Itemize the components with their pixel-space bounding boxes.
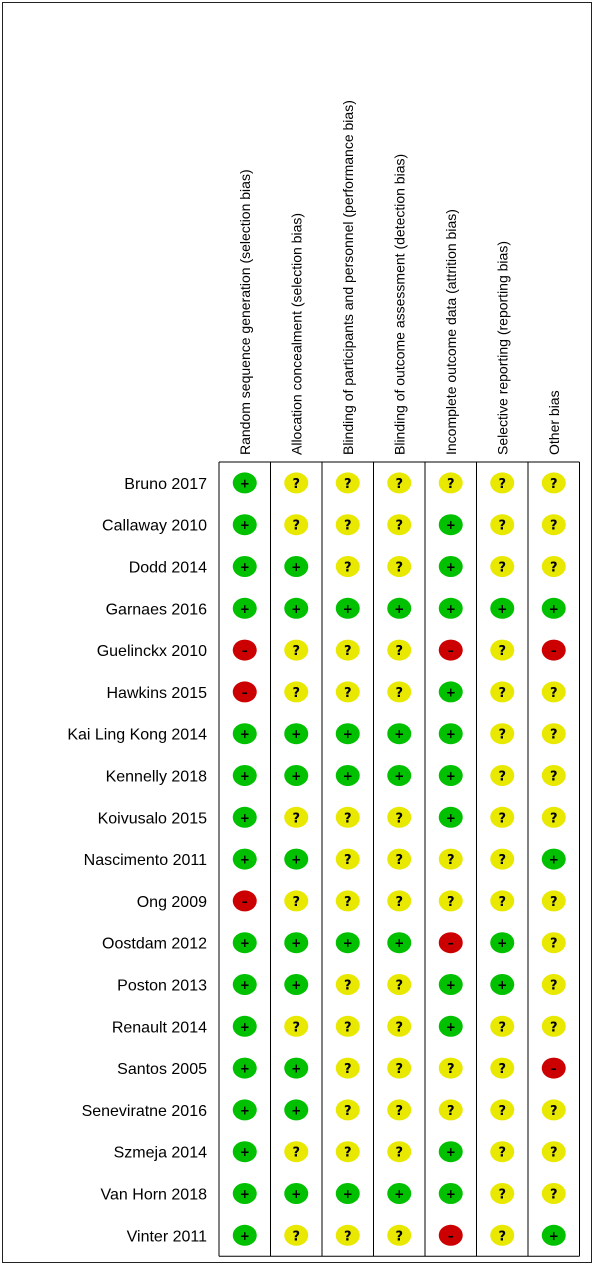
unclear-risk-mark <box>387 1016 411 1037</box>
unclear-risk-mark <box>284 890 308 911</box>
judgement-symbol: ? <box>395 1145 404 1161</box>
low-risk-mark <box>387 1183 411 1204</box>
judgement-symbol: ? <box>343 1062 352 1078</box>
unclear-risk-mark <box>542 1141 566 1162</box>
low-risk-mark <box>233 1141 257 1162</box>
low-risk-mark <box>336 765 360 786</box>
unclear-risk-mark <box>490 1099 514 1120</box>
unclear-risk-mark <box>284 640 308 661</box>
low-risk-mark <box>387 932 411 953</box>
judgement-symbol: – <box>550 643 557 658</box>
high-risk-mark <box>439 932 463 953</box>
high-risk-mark <box>439 640 463 661</box>
judgement-symbol: + <box>239 1019 250 1034</box>
judgement-symbol: + <box>291 936 302 951</box>
judgement-symbol: ? <box>498 1103 507 1119</box>
judgement-symbol: + <box>239 601 250 616</box>
low-risk-mark <box>439 1141 463 1162</box>
judgement-symbol: ? <box>549 518 558 534</box>
judgement-symbol: + <box>239 769 250 783</box>
judgement-symbol: + <box>291 1061 302 1076</box>
low-risk-mark <box>284 598 308 619</box>
unclear-risk-mark <box>490 1183 514 1204</box>
judgement-symbol: – <box>447 643 454 658</box>
judgement-symbol: + <box>291 727 302 742</box>
study-label: Santos 2005 <box>117 1061 207 1079</box>
figure-frame <box>2 2 592 1263</box>
unclear-risk-mark <box>336 974 360 995</box>
unclear-risk-mark <box>336 640 360 661</box>
judgement-symbol: ? <box>395 476 404 492</box>
judgement-symbol: + <box>394 936 405 951</box>
judgement-symbol: + <box>291 1103 302 1118</box>
unclear-risk-mark <box>284 1141 308 1162</box>
judgement-symbol: ? <box>292 1229 301 1245</box>
judgement-symbol: + <box>497 601 508 616</box>
low-risk-mark <box>439 974 463 995</box>
judgement-symbol: ? <box>498 1020 507 1036</box>
study-label: Renault 2014 <box>111 1019 207 1037</box>
low-risk-mark <box>439 556 463 577</box>
judgement-symbol: + <box>239 1187 250 1201</box>
study-label: Vinter 2011 <box>126 1228 207 1246</box>
high-risk-mark <box>233 681 257 702</box>
unclear-risk-mark <box>490 640 514 661</box>
unclear-risk-mark <box>336 1225 360 1246</box>
judgement-symbol: ? <box>498 518 507 534</box>
unclear-risk-mark <box>336 807 360 828</box>
low-risk-mark <box>233 1225 257 1246</box>
low-risk-mark <box>233 514 257 535</box>
unclear-risk-mark <box>490 681 514 702</box>
low-risk-mark <box>233 807 257 828</box>
unclear-risk-mark <box>439 1099 463 1120</box>
judgement-symbol: + <box>291 560 302 574</box>
low-risk-mark <box>233 472 257 493</box>
judgement-symbol: ? <box>549 685 558 701</box>
study-label: Poston 2013 <box>117 977 207 995</box>
unclear-risk-mark <box>542 932 566 953</box>
low-risk-mark <box>490 974 514 995</box>
unclear-risk-mark <box>542 890 566 911</box>
judgement-symbol: ? <box>549 727 558 743</box>
judgement-symbol: ? <box>395 1103 404 1119</box>
judgement-symbol: + <box>291 601 302 616</box>
column-header: Incomplete outcome data (attrition bias) <box>442 209 459 455</box>
judgement-symbol: ? <box>498 1187 507 1203</box>
low-risk-mark <box>233 1183 257 1204</box>
unclear-risk-mark <box>490 849 514 870</box>
unclear-risk-mark <box>284 472 308 493</box>
judgement-symbol: ? <box>549 1103 558 1119</box>
unclear-risk-mark <box>336 681 360 702</box>
risk-of-bias-table <box>3 3 593 1264</box>
judgement-symbol: ? <box>498 1062 507 1078</box>
judgement-symbol: + <box>445 1187 456 1201</box>
unclear-risk-mark <box>336 1016 360 1037</box>
judgement-symbol: ? <box>395 644 404 660</box>
judgement-symbol: + <box>445 978 456 992</box>
low-risk-mark <box>542 1225 566 1246</box>
unclear-risk-mark <box>387 640 411 661</box>
judgement-symbol: + <box>239 1103 250 1118</box>
unclear-risk-mark <box>284 681 308 702</box>
judgement-symbol: + <box>239 1145 250 1160</box>
low-risk-mark <box>284 974 308 995</box>
low-risk-mark <box>439 765 463 786</box>
unclear-risk-mark <box>284 1016 308 1037</box>
judgement-symbol: + <box>497 978 508 992</box>
unclear-risk-mark <box>387 681 411 702</box>
unclear-risk-mark <box>490 472 514 493</box>
low-risk-mark <box>284 723 308 744</box>
judgement-symbol: ? <box>498 560 507 576</box>
low-risk-mark <box>439 807 463 828</box>
judgement-symbol: – <box>447 936 454 951</box>
judgement-symbol: + <box>291 769 302 783</box>
judgement-symbol: – <box>241 685 248 700</box>
judgement-symbol: ? <box>395 1020 404 1036</box>
unclear-risk-mark <box>542 807 566 828</box>
low-risk-mark <box>284 1099 308 1120</box>
judgement-symbol: – <box>550 1061 557 1076</box>
unclear-risk-mark <box>284 1225 308 1246</box>
unclear-risk-mark <box>490 1058 514 1079</box>
high-risk-mark <box>439 1225 463 1246</box>
judgement-symbol: ? <box>343 1020 352 1036</box>
high-risk-mark <box>233 890 257 911</box>
low-risk-mark <box>336 932 360 953</box>
judgement-symbol: + <box>239 936 250 951</box>
judgement-symbol: ? <box>292 811 301 827</box>
low-risk-mark <box>233 1058 257 1079</box>
unclear-risk-mark <box>387 472 411 493</box>
low-risk-mark <box>542 849 566 870</box>
study-label: Van Horn 2018 <box>100 1186 207 1204</box>
low-risk-mark <box>284 556 308 577</box>
judgement-symbol: ? <box>292 518 301 534</box>
judgement-symbol: ? <box>549 811 558 827</box>
judgement-symbol: ? <box>446 853 455 869</box>
unclear-risk-mark <box>439 472 463 493</box>
column-header: Allocation concealment (selection bias) <box>288 212 305 455</box>
judgement-symbol: + <box>445 727 456 742</box>
judgement-symbol: ? <box>343 560 352 576</box>
judgement-symbol: ? <box>343 1229 352 1245</box>
judgement-symbol: ? <box>446 1062 455 1078</box>
low-risk-mark <box>284 932 308 953</box>
judgement-symbol: + <box>291 852 302 867</box>
judgement-symbol: ? <box>498 811 507 827</box>
judgement-symbol: ? <box>446 894 455 910</box>
judgement-symbol: + <box>394 769 405 783</box>
unclear-risk-mark <box>387 1141 411 1162</box>
judgement-symbol: + <box>239 810 250 825</box>
low-risk-mark <box>490 932 514 953</box>
judgement-symbol: + <box>342 601 353 616</box>
judgement-symbol: ? <box>549 936 558 952</box>
judgement-symbol: + <box>342 769 353 783</box>
unclear-risk-mark <box>542 723 566 744</box>
unclear-risk-mark <box>490 723 514 744</box>
low-risk-mark <box>387 765 411 786</box>
judgement-symbol: ? <box>498 894 507 910</box>
judgement-symbol: ? <box>343 518 352 534</box>
judgement-symbol: ? <box>549 560 558 576</box>
judgement-symbol: ? <box>498 644 507 660</box>
judgement-symbol: ? <box>343 476 352 492</box>
unclear-risk-mark <box>284 807 308 828</box>
judgement-symbol: ? <box>446 476 455 492</box>
judgement-symbol: ? <box>395 560 404 576</box>
unclear-risk-mark <box>336 1058 360 1079</box>
judgement-symbol: + <box>239 978 250 992</box>
unclear-risk-mark <box>387 1099 411 1120</box>
unclear-risk-mark <box>542 1099 566 1120</box>
judgement-symbol: ? <box>395 518 404 534</box>
column-header: Selective reporting (reporting bias) <box>494 241 511 455</box>
column-header: Blinding of outcome assessment (detection bias) <box>391 153 408 455</box>
unclear-risk-mark <box>336 514 360 535</box>
low-risk-mark <box>233 1099 257 1120</box>
unclear-risk-mark <box>387 1058 411 1079</box>
unclear-risk-mark <box>542 556 566 577</box>
judgement-symbol: ? <box>292 894 301 910</box>
judgement-symbol: + <box>239 852 250 867</box>
unclear-risk-mark <box>490 807 514 828</box>
high-risk-mark <box>233 640 257 661</box>
judgement-symbol: + <box>394 727 405 742</box>
study-label: Kennelly 2018 <box>105 768 207 786</box>
judgement-symbol: + <box>445 518 456 533</box>
judgement-symbol: ? <box>343 1103 352 1119</box>
low-risk-mark <box>233 556 257 577</box>
judgement-symbol: + <box>445 769 456 783</box>
judgement-symbol: ? <box>498 853 507 869</box>
unclear-risk-mark <box>490 765 514 786</box>
unclear-risk-mark <box>439 890 463 911</box>
low-risk-mark <box>490 598 514 619</box>
judgement-symbol: + <box>239 476 250 491</box>
judgement-symbol: + <box>445 685 456 700</box>
judgement-symbol: + <box>445 1019 456 1034</box>
judgement-symbol: + <box>342 1187 353 1201</box>
unclear-risk-mark <box>490 556 514 577</box>
study-label: Hawkins 2015 <box>106 684 207 702</box>
unclear-risk-mark <box>490 1141 514 1162</box>
low-risk-mark <box>439 1016 463 1037</box>
low-risk-mark <box>439 598 463 619</box>
low-risk-mark <box>439 1183 463 1204</box>
unclear-risk-mark <box>490 514 514 535</box>
judgement-symbol: ? <box>498 1229 507 1245</box>
judgement-symbol: + <box>342 936 353 951</box>
low-risk-mark <box>284 849 308 870</box>
low-risk-mark <box>233 1016 257 1037</box>
judgement-symbol: + <box>548 1228 559 1243</box>
judgement-symbol: + <box>291 1187 302 1201</box>
low-risk-mark <box>233 974 257 995</box>
study-label: Nascimento 2011 <box>83 852 207 870</box>
low-risk-mark <box>336 598 360 619</box>
low-risk-mark <box>542 598 566 619</box>
judgement-symbol: ? <box>549 1020 558 1036</box>
judgement-symbol: – <box>241 894 248 909</box>
study-label: Koivusalo 2015 <box>97 810 207 828</box>
judgement-symbol: ? <box>446 1103 455 1119</box>
unclear-risk-mark <box>336 1141 360 1162</box>
judgement-symbol: ? <box>292 644 301 660</box>
judgement-symbol: ? <box>343 894 352 910</box>
low-risk-mark <box>284 1058 308 1079</box>
unclear-risk-mark <box>387 849 411 870</box>
judgement-symbol: ? <box>292 476 301 492</box>
unclear-risk-mark <box>542 765 566 786</box>
judgement-symbol: + <box>445 1145 456 1160</box>
judgement-symbol: ? <box>498 476 507 492</box>
low-risk-mark <box>233 849 257 870</box>
study-label: Kai Ling Kong 2014 <box>67 726 207 744</box>
judgement-symbol: ? <box>343 811 352 827</box>
column-header: Random sequence generation (selection bias) <box>236 169 253 455</box>
judgement-symbol: ? <box>549 978 558 994</box>
unclear-risk-mark <box>542 974 566 995</box>
judgement-symbol: + <box>548 852 559 867</box>
judgement-symbol: + <box>239 727 250 742</box>
unclear-risk-mark <box>542 514 566 535</box>
low-risk-mark <box>439 514 463 535</box>
unclear-risk-mark <box>336 472 360 493</box>
unclear-risk-mark <box>490 890 514 911</box>
judgement-symbol: ? <box>549 894 558 910</box>
high-risk-mark <box>542 1058 566 1079</box>
study-label: Szmeja 2014 <box>113 1144 207 1162</box>
study-label: Oostdam 2012 <box>102 935 207 953</box>
unclear-risk-mark <box>284 514 308 535</box>
low-risk-mark <box>233 598 257 619</box>
judgement-symbol: ? <box>343 853 352 869</box>
judgement-symbol: ? <box>395 894 404 910</box>
judgement-symbol: ? <box>395 1229 404 1245</box>
unclear-risk-mark <box>542 1016 566 1037</box>
study-label: Bruno 2017 <box>124 475 207 493</box>
unclear-risk-mark <box>490 1016 514 1037</box>
unclear-risk-mark <box>387 974 411 995</box>
judgement-symbol: + <box>394 1187 405 1201</box>
judgement-symbol: ? <box>549 1145 558 1161</box>
judgement-symbol: ? <box>343 978 352 994</box>
judgement-symbol: + <box>497 936 508 951</box>
judgement-symbol: ? <box>395 1062 404 1078</box>
judgement-symbol: + <box>548 601 559 616</box>
judgement-symbol: ? <box>343 1145 352 1161</box>
unclear-risk-mark <box>439 1058 463 1079</box>
judgement-symbol: + <box>239 518 250 533</box>
study-label: Garnaes 2016 <box>105 601 207 619</box>
unclear-risk-mark <box>336 556 360 577</box>
unclear-risk-mark <box>387 556 411 577</box>
judgement-symbol: + <box>445 601 456 616</box>
study-label: Guelinckx 2010 <box>96 643 207 661</box>
judgement-symbol: ? <box>549 769 558 785</box>
low-risk-mark <box>336 723 360 744</box>
unclear-risk-mark <box>387 514 411 535</box>
judgement-symbol: ? <box>292 685 301 701</box>
judgement-symbol: + <box>291 978 302 992</box>
judgement-symbol: – <box>241 643 248 658</box>
judgement-symbol: + <box>239 1061 250 1076</box>
low-risk-mark <box>439 681 463 702</box>
low-risk-mark <box>336 1183 360 1204</box>
judgement-symbol: + <box>342 727 353 742</box>
judgement-symbol: ? <box>395 853 404 869</box>
low-risk-mark <box>233 723 257 744</box>
judgement-symbol: ? <box>498 727 507 743</box>
column-header: Blinding of participants and personnel (performance bias) <box>339 100 356 455</box>
study-label: Callaway 2010 <box>102 517 207 535</box>
judgement-symbol: ? <box>395 685 404 701</box>
study-label: Dodd 2014 <box>128 559 207 577</box>
unclear-risk-mark <box>439 849 463 870</box>
judgement-symbol: ? <box>549 476 558 492</box>
judgement-symbol: ? <box>395 811 404 827</box>
unclear-risk-mark <box>542 472 566 493</box>
low-risk-mark <box>233 932 257 953</box>
low-risk-mark <box>284 1183 308 1204</box>
unclear-risk-mark <box>336 890 360 911</box>
low-risk-mark <box>387 598 411 619</box>
unclear-risk-mark <box>387 1225 411 1246</box>
low-risk-mark <box>387 723 411 744</box>
judgement-symbol: ? <box>498 685 507 701</box>
judgement-symbol: – <box>447 1228 454 1243</box>
judgement-symbol: ? <box>343 644 352 660</box>
judgement-symbol: + <box>445 810 456 825</box>
unclear-risk-mark <box>387 807 411 828</box>
high-risk-mark <box>542 640 566 661</box>
unclear-risk-mark <box>490 1225 514 1246</box>
unclear-risk-mark <box>336 1099 360 1120</box>
judgement-symbol: ? <box>292 1145 301 1161</box>
unclear-risk-mark <box>387 890 411 911</box>
judgement-symbol: ? <box>498 1145 507 1161</box>
unclear-risk-mark <box>542 1183 566 1204</box>
judgement-symbol: + <box>239 1228 250 1243</box>
low-risk-mark <box>439 723 463 744</box>
judgement-symbol: ? <box>343 685 352 701</box>
study-label: Seneviratne 2016 <box>81 1102 207 1120</box>
judgement-symbol: + <box>239 560 250 574</box>
low-risk-mark <box>233 765 257 786</box>
judgement-symbol: ? <box>292 1020 301 1036</box>
study-label: Ong 2009 <box>136 893 207 911</box>
judgement-symbol: ? <box>549 1187 558 1203</box>
judgement-symbol: ? <box>498 769 507 785</box>
column-header: Other bias <box>545 390 562 455</box>
judgement-symbol: + <box>394 601 405 616</box>
unclear-risk-mark <box>542 681 566 702</box>
judgement-symbol: ? <box>395 978 404 994</box>
judgement-symbol: + <box>445 560 456 574</box>
unclear-risk-mark <box>336 849 360 870</box>
low-risk-mark <box>284 765 308 786</box>
